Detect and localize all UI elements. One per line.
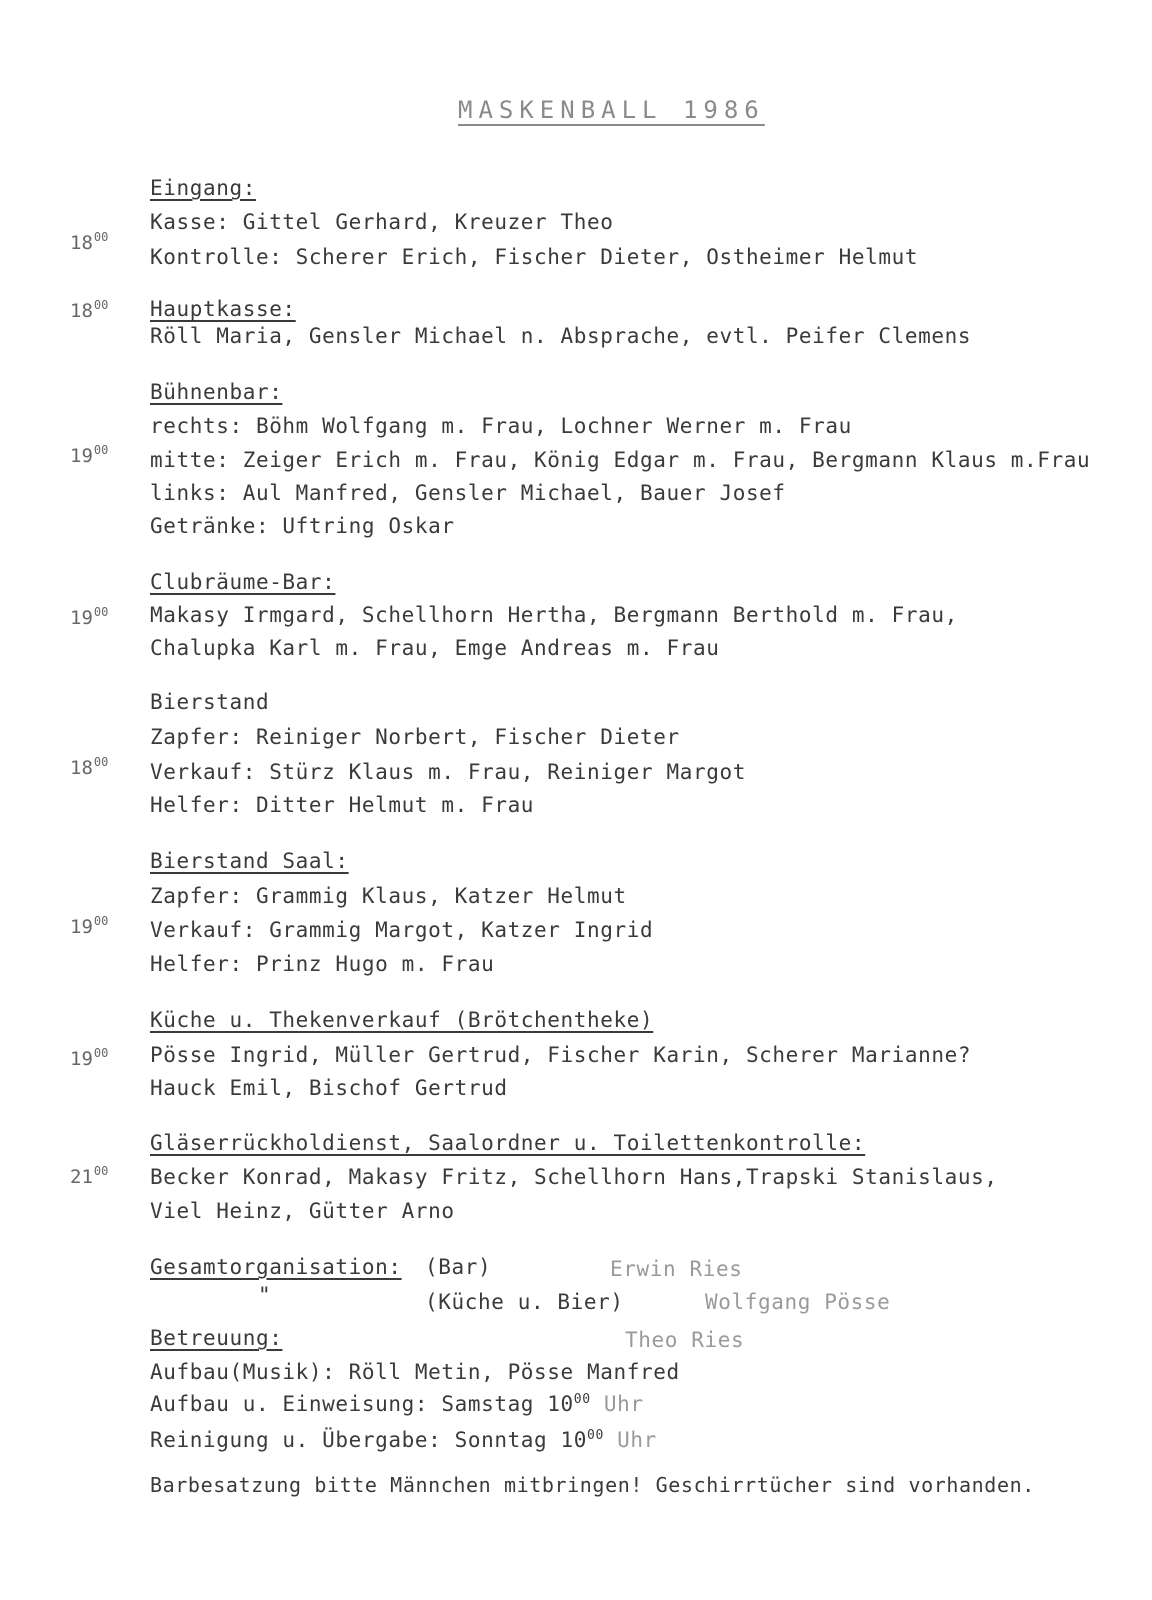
- eingang-line-2: Kontrolle: Scherer Erich, Fischer Dieter, Ostheimer Helmut: [150, 245, 919, 269]
- time-eingang: $18^{00}$: [70, 230, 109, 254]
- glaeser-line-1: Becker Konrad, Makasy Fritz, Schellhorn Hans,Trapski Stanislaus,: [150, 1165, 998, 1189]
- org-bar-label: (Bar): [425, 1255, 492, 1279]
- org-kueche-name: Wolfgang Pösse: [705, 1290, 891, 1314]
- time-buehnenbar: $19^{00}$: [70, 443, 109, 467]
- kueche-line-1: Pösse Ingrid, Müller Gertrud, Fischer Karin, Scherer Marianne?: [150, 1043, 972, 1067]
- buehnenbar-line-2: mitte: Zeiger Erich m. Frau, König Edgar m. Frau, Bergmann Klaus m.Frau: [150, 448, 1091, 472]
- reinigung-line: Reinigung u. Übergabe: Sonntag $10^{00}$ Uhr: [150, 1428, 657, 1452]
- betreuung-name: Theo Ries: [625, 1328, 745, 1352]
- time-bierstand-saal: $19^{00}$: [70, 914, 109, 938]
- time-kueche: $19^{00}$: [70, 1046, 109, 1070]
- org-bar-name: Erwin Ries: [610, 1257, 743, 1281]
- hauptkasse-line-1: Röll Maria, Gensler Michael n. Absprache, evtl. Peifer Clemens: [150, 324, 972, 348]
- glaeser-line-2: Viel Heinz, Gütter Arno: [150, 1199, 455, 1223]
- org-kueche-label: (Küche u. Bier): [425, 1290, 624, 1314]
- section-heading-buehnenbar: Bühnenbar:: [150, 380, 283, 404]
- time-clubraeume: $19^{00}$: [70, 605, 109, 629]
- kueche-line-2: Hauck Emil, Bischof Gertrud: [150, 1076, 508, 1100]
- clubraeume-line-1: Makasy Irmgard, Schellhorn Hertha, Bergmann Berthold m. Frau,: [150, 603, 958, 627]
- section-heading-eingang: Eingang:: [150, 176, 256, 200]
- page-title: MASKENBALL 1986: [458, 96, 765, 124]
- clubraeume-line-2: Chalupka Karl m. Frau, Emge Andreas m. Frau: [150, 636, 720, 660]
- footer-note: Barbesatzung bitte Männchen mitbringen! Geschirrtücher sind vorhanden.: [150, 1473, 1035, 1497]
- buehnenbar-line-4: Getränke: Uftring Oskar: [150, 514, 455, 538]
- bierstand-line-1: Zapfer: Reiniger Norbert, Fischer Dieter: [150, 725, 680, 749]
- bierstand-line-2: Verkauf: Stürz Klaus m. Frau, Reiniger Margot: [150, 760, 746, 784]
- section-heading-hauptkasse: Hauptkasse:: [150, 297, 296, 321]
- time-bierstand: $18^{00}$: [70, 755, 109, 779]
- bierstand-saal-line-2: Verkauf: Grammig Margot, Katzer Ingrid: [150, 918, 654, 942]
- aufbau-einweisung-line: Aufbau u. Einweisung: Samstag $10^{00}$ Uhr: [150, 1392, 644, 1416]
- buehnenbar-line-1: rechts: Böhm Wolfgang m. Frau, Lochner Werner m. Frau: [150, 414, 852, 438]
- section-heading-bierstand: Bierstand: [150, 690, 270, 714]
- section-heading-bierstand-saal: Bierstand Saal:: [150, 849, 349, 873]
- bierstand-saal-line-3: Helfer: Prinz Hugo m. Frau: [150, 952, 495, 976]
- aufbau-musik-line: Aufbau(Musik): Röll Metin, Pösse Manfred: [150, 1360, 680, 1384]
- time-glaeser: $21^{00}$: [70, 1164, 109, 1188]
- ditto-mark: ": [258, 1283, 272, 1307]
- time-hauptkasse: $18^{00}$: [70, 298, 109, 322]
- section-heading-clubraeume: Clubräume-Bar:: [150, 570, 336, 594]
- section-heading-kueche: Küche u. Thekenverkauf (Brötchentheke): [150, 1008, 654, 1032]
- bierstand-saal-line-1: Zapfer: Grammig Klaus, Katzer Helmut: [150, 884, 627, 908]
- section-heading-glaeser: Gläserrückholdienst, Saalordner u. Toilettenkontrolle:: [150, 1131, 866, 1155]
- bierstand-line-3: Helfer: Ditter Helmut m. Frau: [150, 793, 535, 817]
- betreuung-label: Betreuung:: [150, 1326, 283, 1350]
- eingang-line-1: Kasse: Gittel Gerhard, Kreuzer Theo: [150, 210, 614, 234]
- gesamtorganisation-label: Gesamtorganisation:: [150, 1255, 402, 1279]
- buehnenbar-line-3: links: Aul Manfred, Gensler Michael, Bauer Josef: [150, 481, 786, 505]
